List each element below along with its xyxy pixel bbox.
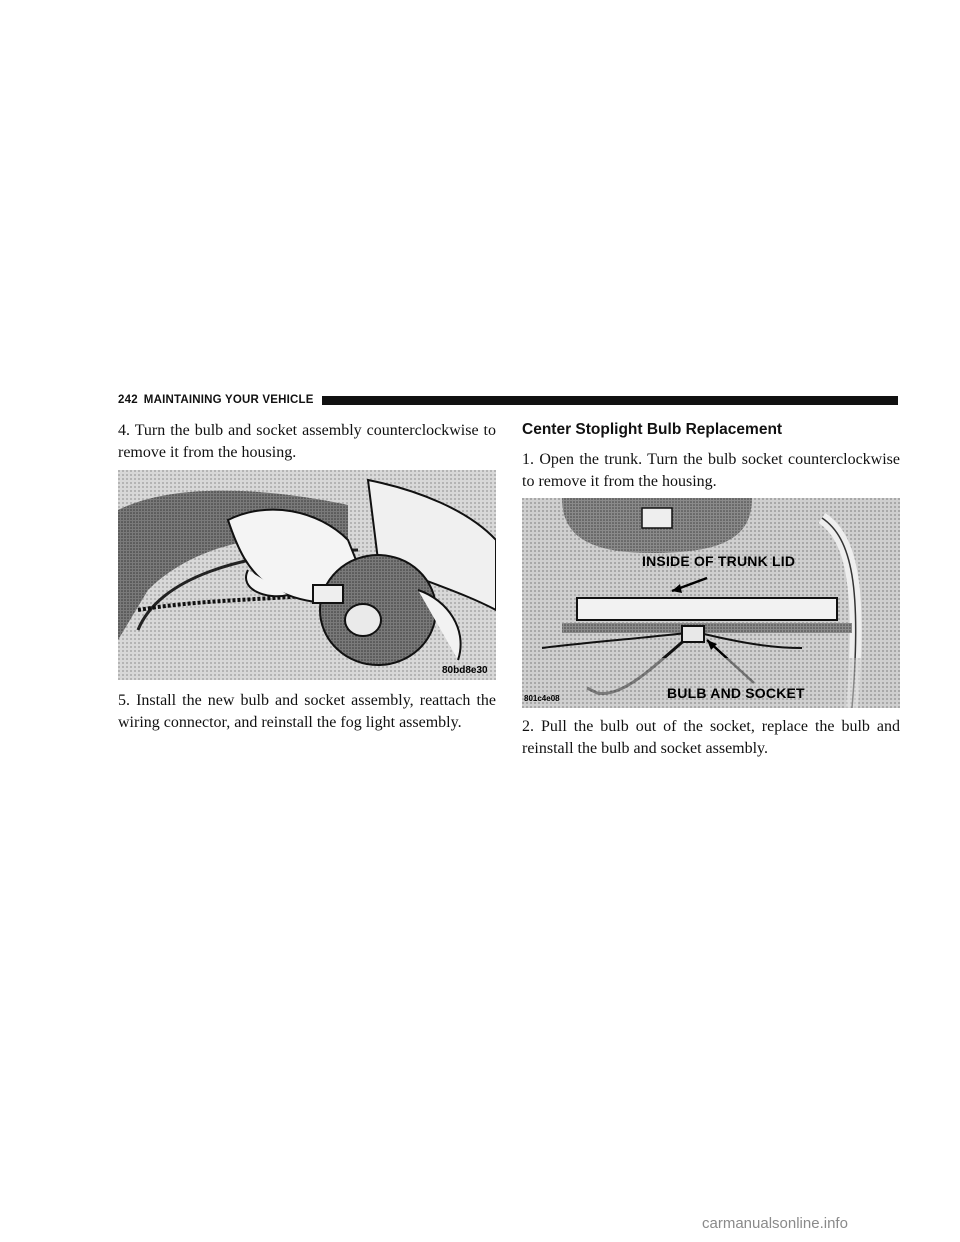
step-4-text: 4. Turn the bulb and socket assembly counterclockwise to remove it from the housing. [118,422,496,461]
trunk-lid-illustration [522,498,900,708]
fog-light-bulb-figure [118,470,496,680]
figure-2-code: 801c4e08 [524,694,560,703]
step-2-text: 2. Pull the bulb out of the socket, replace the bulb and reinstall the bulb and socket assembly. [522,718,900,757]
step-5-text: 5. Install the new bulb and socket assembly, reattach the wiring connector, and reinstall the fog light assembly. [118,692,496,731]
callout-inside-of-trunk-lid: INSIDE OF TRUNK LID [642,553,796,569]
section-title: MAINTAINING YOUR VEHICLE [143,394,314,406]
page-header [118,392,898,408]
page-number: 242 [118,394,138,406]
header-rule [322,396,898,405]
callout-bulb-and-socket: BULB AND SOCKET [667,685,805,701]
step-1-text: 1. Open the trunk. Turn the bulb socket counterclockwise to remove it from the housing. [522,451,900,490]
center-stoplight-heading: Center Stoplight Bulb Replacement [522,421,783,438]
fog-light-illustration [118,470,496,680]
watermark: carmanualsonline.info [702,1215,848,1232]
figure-1-code: 80bd8e30 [442,665,488,676]
right-column [522,420,900,760]
left-column [118,420,496,734]
trunk-lid-figure [522,498,900,708]
